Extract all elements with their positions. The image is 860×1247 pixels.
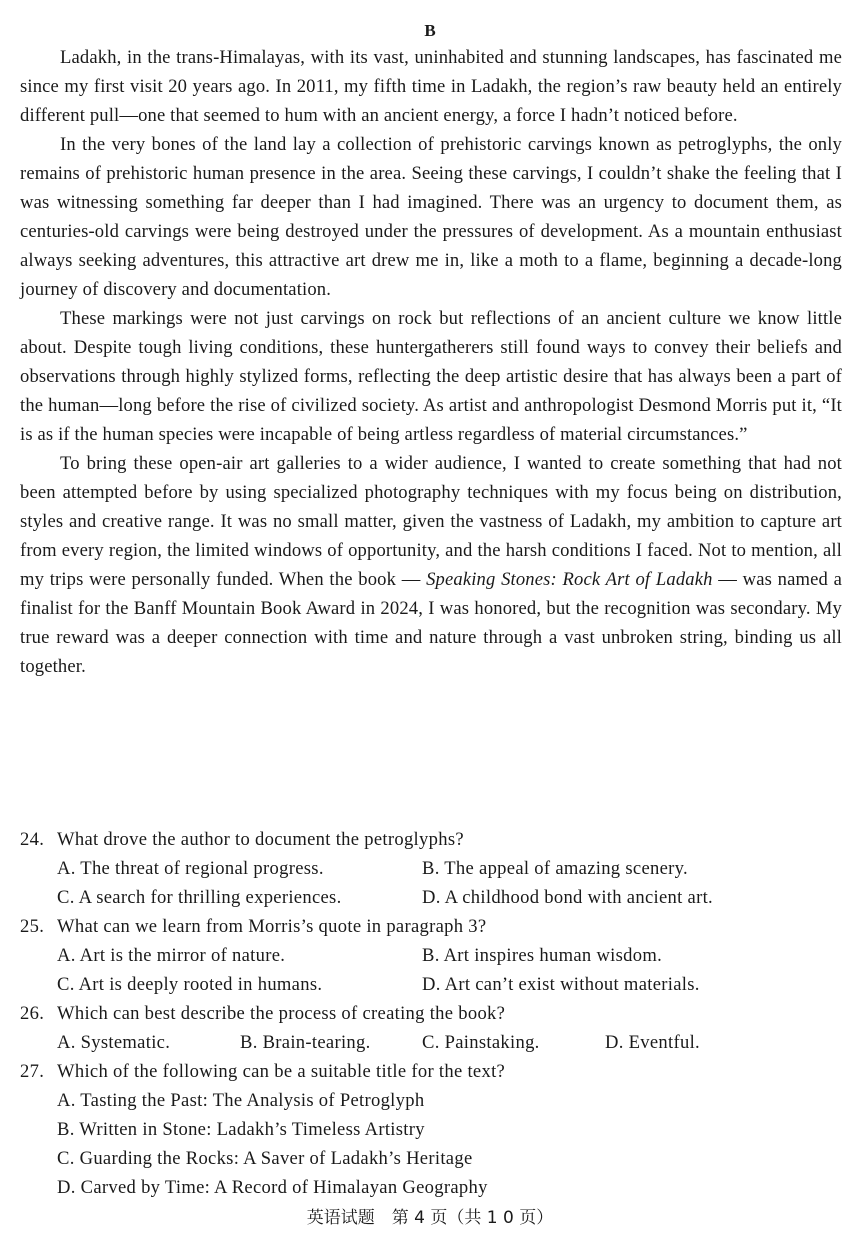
page-footer: 英语试题 第 4 页（共 1 0 页）	[306, 1208, 554, 1228]
option-c: C. Painstaking.	[422, 1032, 540, 1053]
paragraph-1: Ladakh, in the trans-Himalayas, with its vast, uninhabited and stunning landscapes, has fascinated me since my first visit 20 years ago. In 2011, my fifth time in Ladakh, the region’s raw beauty held an entirely different pull—one that seemed to hum with an ancient energy, a force I hadn’t noticed before.	[20, 47, 842, 126]
question-list	[20, 825, 842, 1202]
question-stem: What can we learn from Morris’s quote in paragraph 3?	[57, 916, 487, 937]
paragraph-4-text-start: To bring these open-air art galleries to a wider audience, I wanted to create something that had not been attempted before by using specialized photography techniques with my focus being on distribution, styles and creative range. It was no small matter, given the vastness of Ladakh, my ambition to capture art from every region, the limited windows of opportunity, and the harsh conditions I faced. Not to mention, all my trips were personally funded. When the book —	[20, 453, 842, 590]
question-number: 24.	[20, 829, 45, 850]
option-d: D. A childhood bond with ancient art.	[422, 887, 713, 908]
paragraph-2: In the very bones of the land lay a collection of prehistoric carvings known as petroglyphs, the only remains of prehistoric human presence in the area. Seeing these carvings, I couldn’t shake the feeling that I was witnessing something far deeper than I had imagined. There was an urgency to document them, as centuries-old carvings were being destroyed under the pressures of development. As a mountain enthusiast always seeking adventures, this attractive art drew me in, like a moth to a flame, beginning a decade-long journey of discovery and documentation.	[20, 134, 842, 300]
option-d: D. Carved by Time: A Record of Himalayan Geography	[57, 1177, 488, 1198]
option-b: B. Brain-tearing.	[240, 1032, 371, 1053]
question-stem: Which of the following can be a suitable title for the text?	[57, 1061, 506, 1082]
question-26	[20, 999, 842, 1057]
option-b: B. Art inspires human wisdom.	[422, 945, 663, 966]
option-c: C. A search for thrilling experiences.	[57, 887, 342, 908]
option-c: C. Guarding the Rocks: A Saver of Ladakh’s Heritage	[57, 1148, 473, 1169]
question-27	[20, 1057, 842, 1202]
question-stem: Which can best describe the process of creating the book?	[57, 1003, 506, 1024]
question-number: 27.	[20, 1061, 45, 1082]
option-a: A. Systematic.	[57, 1032, 171, 1053]
option-b: B. The appeal of amazing scenery.	[422, 858, 688, 879]
question-24	[20, 825, 842, 912]
reading-passage	[20, 43, 842, 681]
option-a: A. Tasting the Past: The Analysis of Petroglyph	[57, 1090, 425, 1111]
option-d: D. Eventful.	[605, 1032, 700, 1053]
option-a: A. The threat of regional progress.	[57, 858, 324, 879]
option-c: C. Art is deeply rooted in humans.	[57, 974, 323, 995]
book-title: Speaking Stones: Rock Art of Ladakh	[426, 569, 713, 590]
option-b: B. Written in Stone: Ladakh’s Timeless Artistry	[57, 1119, 425, 1140]
section-label: B	[424, 21, 436, 40]
question-number: 25.	[20, 916, 45, 937]
option-a: A. Art is the mirror of nature.	[57, 945, 286, 966]
question-25	[20, 912, 842, 999]
question-stem: What drove the author to document the petroglyphs?	[57, 829, 464, 850]
paragraph-4	[20, 449, 842, 681]
option-d: D. Art can’t exist without materials.	[422, 974, 700, 995]
question-number: 26.	[20, 1003, 45, 1024]
paragraph-3: These markings were not just carvings on rock but reflections of an ancient culture we know little about. Despite tough living conditions, these huntergatherers still found ways to convey their beliefs and observations through highly stylized forms, reflecting the deep artistic desire that has always been a part of the human—long before the rise of civilized society. As artist and anthropologist Desmond Morris put it, “It is as if the human species were incapable of being artless regardless of material circumstances.”	[20, 308, 842, 445]
paragraph-4-text-end: — was named a finalist for the Banff Mountain Book Award in 2024, I was honored, but the recognition was secondary. My true reward was a deeper connection with time and nature through a vast unbroken string, binding us all together.	[20, 569, 843, 677]
